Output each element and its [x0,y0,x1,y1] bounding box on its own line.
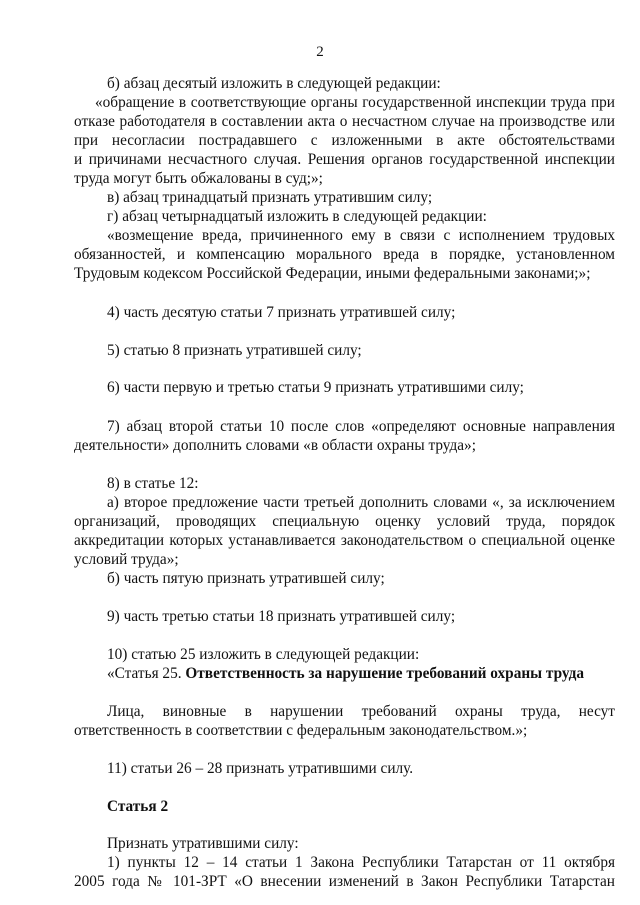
article-number: «Статья 25. [107,665,186,682]
text-line: Трудовым кодексом Российской Федерации, иными федеральными законами;»; [74,265,591,282]
text-line: аккредитации которых устанавливается законодательством о специальной оценке [74,532,615,549]
article-heading-quote [107,664,584,683]
text-line: при несогласии пострадавшего с изложенными в акте обстоятельствами [74,132,615,149]
text-line: 4) часть десятую статьи 7 признать утратившей силу; [107,304,456,321]
text-line: 2005 года № 101-ЗРТ «О внесении изменений в Закон Республики Татарстан [74,873,615,890]
text-line: Признать утратившими силу: [107,835,299,852]
text-line: «обращение в соответствующие органы государственной инспекции труда при [95,94,615,111]
text-line: «возмещение вреда, причиненного ему в связи с исполнением трудовых [107,227,615,244]
text-line: 10) статью 25 изложить в следующей редакции: [107,646,420,663]
text-line: 6) части первую и третью статьи 9 признать утратившими силу; [107,379,524,396]
text-line: в) абзац тринадцатый признать утратившим силу; [107,189,433,206]
text-line: 1) пункты 12 – 14 статьи 1 Закона Республики Татарстан от 11 октября [107,854,615,871]
article-title: Ответственность за нарушение требований охраны труда [185,665,584,682]
text-line: б) часть пятую признать утратившей силу; [107,570,385,587]
text-line: г) абзац четырнадцатый изложить в следующей редакции: [107,208,487,225]
text-line: ответственность в соответствии с федеральным законодательством.»; [74,722,528,739]
text-line: и причинами несчастного случая. Решения органов государственной инспекции [74,151,615,168]
text-line: а) второе предложение части третьей дополнить словами «, за исключением [107,494,615,511]
page-number: 2 [316,44,324,60]
text-line: обязанностей, и компенсацию морального вреда в порядке, установленном [74,246,615,263]
text-line: Лица, виновные в нарушении требований охраны труда, несут [107,703,615,720]
text-line: 5) статью 8 признать утратившей силу; [107,342,362,359]
text-line: 11) статьи 26 – 28 признать утратившими силу. [107,760,414,777]
text-line: 9) часть третью статьи 18 признать утратившей силу; [107,608,456,625]
text-line: деятельности» дополнить словами «в области охраны труда»; [74,437,476,454]
text-line: 7) абзац второй статьи 10 после слов «определяют основные направления [107,418,615,435]
text-line: организаций, проводящих специальную оценку условий труда, порядок [74,513,615,530]
text-line: отказе работодателя в составлении акта о несчастном случае на производстве или [74,113,615,130]
text-line: 8) в статье 12: [107,475,199,492]
text-line: условий труда»; [74,551,179,568]
text-line: б) абзац десятый изложить в следующей редакции: [107,75,441,92]
text-line: труда могут быть обжалованы в суд;»; [74,170,323,187]
article-2-heading: Статья 2 [107,798,169,815]
